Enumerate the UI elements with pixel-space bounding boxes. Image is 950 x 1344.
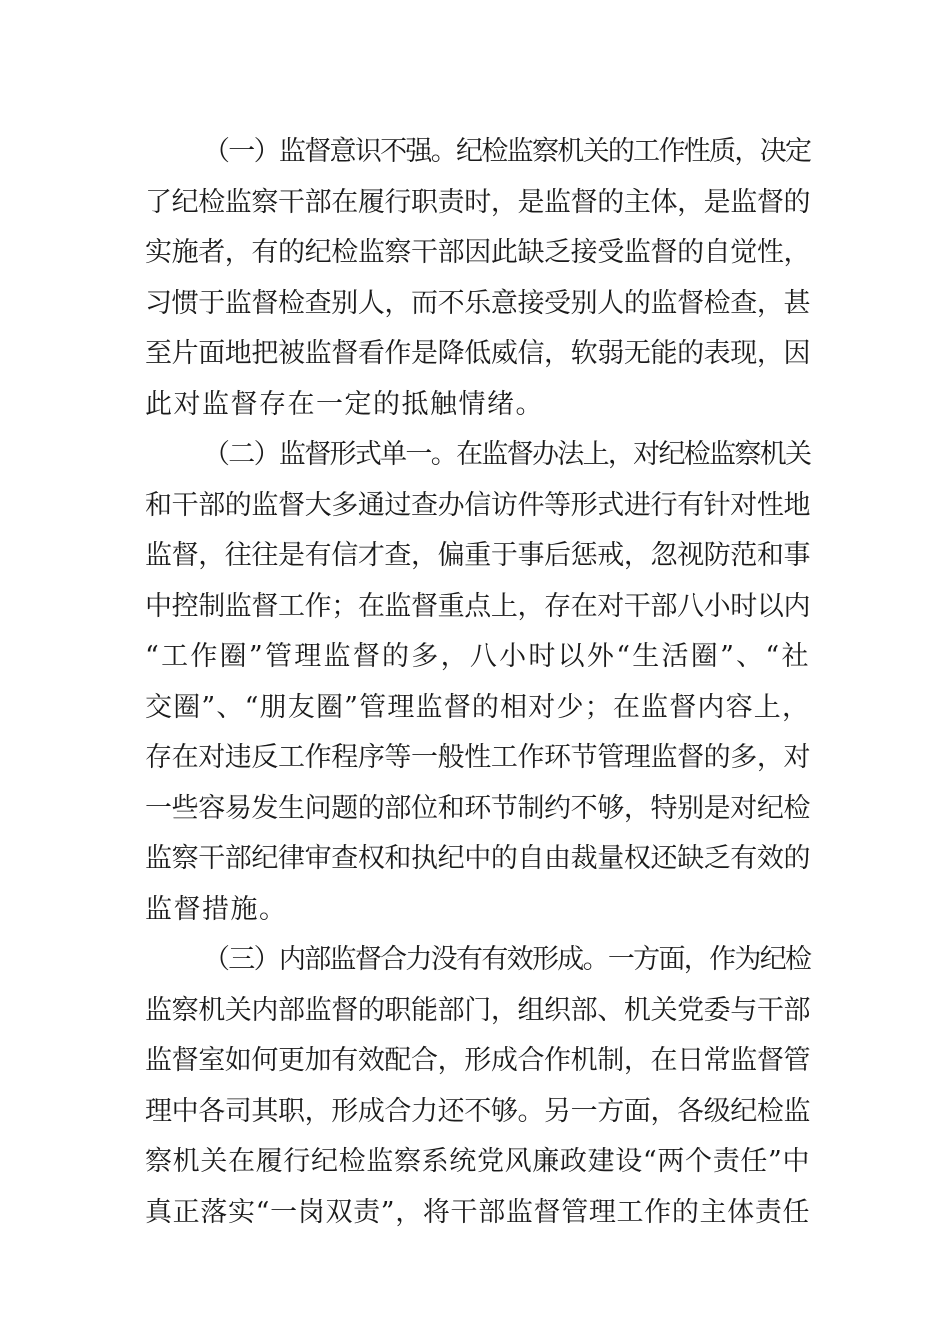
text-line: “工作圈”管理监督的多，八小时以外“生活圈”、“社: [145, 641, 810, 672]
text-line: 此对监督存在一定的抵触情绪。: [145, 388, 544, 420]
text-line: 和干部的监督大多通过查办信访件等形式进行有针对性地: [145, 489, 810, 521]
text-line: 监察机关内部监督的职能部门，组织部、机关党委与干部: [145, 994, 810, 1026]
paragraph-1: [145, 127, 810, 430]
text-line: （一）监督意识不强。纪检监察机关的工作性质，决定: [203, 136, 810, 167]
text-line: 理中各司其职，形成合力还不够。另一方面，各级纪检监: [145, 1095, 810, 1127]
text-line: （二）监督形式单一。在监督办法上，对纪检监察机关: [203, 439, 810, 470]
paragraph-2: [145, 430, 810, 935]
text-line: 习惯于监督检查别人，而不乐意接受别人的监督检查，甚: [145, 287, 810, 319]
text-line: 一些容易发生问题的部位和环节制约不够，特别是对纪检: [145, 792, 810, 824]
text-line: 存在对违反工作程序等一般性工作环节管理监督的多，对: [145, 742, 810, 773]
text-line: 中控制监督工作；在监督重点上，存在对干部八小时以内: [145, 590, 810, 622]
paragraph-3: [145, 935, 810, 1238]
text-line: 交圈”、“朋友圈”管理监督的相对少；在监督内容上，: [145, 691, 810, 723]
text-line: 实施者，有的纪检监察干部因此缺乏接受监督的自觉性，: [145, 237, 810, 268]
text-line: 监察干部纪律审查权和执纪中的自由裁量权还缺乏有效的: [145, 843, 810, 874]
text-line: 监督室如何更加有效配合，形成合作机制，在日常监督管: [145, 1045, 810, 1076]
text-line: 监督，往往是有信才查，偏重于事后惩戒，忽视防范和事: [145, 540, 810, 571]
text-line: 至片面地把被监督看作是降低威信，软弱无能的表现，因: [145, 338, 810, 369]
text-line: 真正落实“一岗双责”，将干部监督管理工作的主体责任: [145, 1196, 810, 1228]
text-line: 监督措施。: [145, 893, 288, 925]
text-line: （三）内部监督合力没有有效形成。一方面，作为纪检: [203, 944, 810, 975]
document-body: [145, 127, 810, 1238]
text-line: 了纪检监察干部在履行职责时，是监督的主体，是监督的: [145, 186, 810, 218]
text-line: 察机关在履行纪检监察系统党风廉政建设“两个责任”中: [145, 1146, 810, 1177]
